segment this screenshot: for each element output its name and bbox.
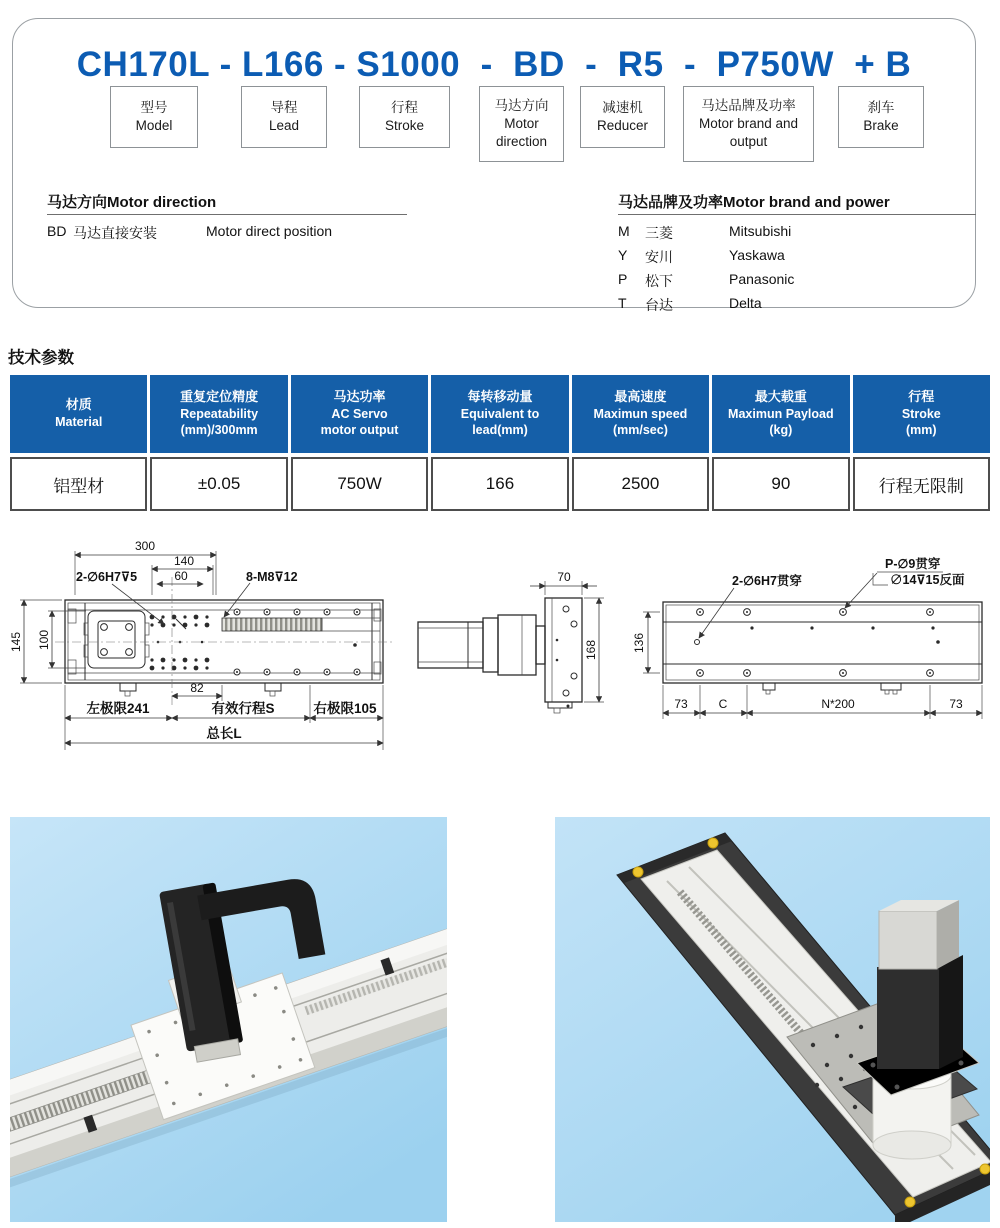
technical-drawing-bottom-view: [605, 525, 990, 770]
value-motor-output: 750W: [291, 457, 428, 511]
bottom-view-holes: [695, 609, 940, 677]
brand-row-panasonic: P 松下 Panasonic: [618, 271, 795, 289]
dim-168: 168: [584, 639, 598, 661]
header-cell-stroke: 行程 Stroke (mm): [853, 375, 990, 453]
header-cell-lead-equivalent: 每转移动量 Equivalent to lead(mm): [431, 375, 568, 453]
segment-box-reducer: 减速机 Reducer: [580, 86, 665, 148]
dim-left-limit: 左极限241: [86, 701, 150, 716]
brand-row-mitsubishi: M 三菱 Mitsubishi: [618, 223, 792, 241]
value-repeatability: ±0.05: [150, 457, 287, 511]
segment-box-brake: 刹车 Brake: [838, 86, 924, 148]
dim-140: 140: [173, 554, 195, 568]
technical-drawing-top-view: [0, 525, 400, 770]
motor-direction-heading: 马达方向Motor direction: [47, 194, 217, 211]
segment-box-lead: 导程 Lead: [241, 86, 327, 148]
model-code-panel: [12, 18, 976, 313]
header-cell-max-speed: 最高速度 Maximun speed (mm/sec): [572, 375, 709, 453]
segment-box-model: 型号 Model: [110, 86, 198, 148]
segment-box-stroke: 行程 Stroke: [359, 86, 450, 148]
specs-table-header: [10, 375, 990, 453]
product-photo-left: [10, 817, 447, 1222]
dim-136: 136: [632, 632, 646, 654]
motor-brand-rule: [618, 214, 976, 215]
note-6h7-through: 2-∅6H7贯穿: [732, 574, 802, 588]
product-photo-right: [555, 817, 990, 1222]
brand-row-yaskawa: Y 安川 Yaskawa: [618, 247, 785, 265]
specs-table: [10, 375, 990, 511]
value-stroke: 行程无限制: [853, 457, 990, 511]
header-cell-repeatability: 重复定位精度 Repeatability (mm)/300mm: [150, 375, 287, 453]
dim-82: 82: [190, 681, 204, 695]
value-material: 铝型材: [10, 457, 147, 511]
carriage-holes: [150, 615, 210, 671]
dim-70: 70: [557, 570, 571, 584]
segment-box-motor-direction: 马达方向 Motor direction: [479, 86, 564, 162]
note-p9-through: P-∅9贯穿: [885, 557, 941, 571]
dim-c: C: [718, 697, 728, 711]
header-cell-max-payload: 最大载重 Maximun Payload (kg): [712, 375, 849, 453]
specs-section-title: 技术参数: [8, 349, 74, 367]
motor-direction-rule: [47, 214, 407, 215]
dim-n200: N*200: [821, 697, 855, 711]
dim-145: 145: [9, 631, 23, 653]
motor-direction-desc-en: Motor direct position: [206, 223, 333, 239]
segment-box-brand-output: 马达品牌及功率 Motor brand and output: [683, 86, 814, 162]
hole-note-m8: 8-M8⊽12: [246, 570, 298, 584]
motor-direction-desc-cn: 马达直接安装: [73, 225, 157, 241]
motor-direction-row: [47, 223, 427, 241]
motor-brand-heading: 马达品牌及功率Motor brand and power: [618, 194, 890, 211]
value-max-speed: 2500: [572, 457, 709, 511]
dim-60: 60: [174, 569, 188, 583]
value-max-payload: 90: [712, 457, 849, 511]
brand-row-delta: T 台达 Delta: [618, 295, 762, 313]
motor-direction-code: BD: [47, 223, 67, 239]
dim-effective-stroke: 有效行程S: [211, 701, 275, 716]
technical-drawing-side-view: [410, 525, 630, 770]
note-14-counterbore: ∅14⊽15反面: [890, 573, 965, 587]
dim-total-length: 总长L: [206, 726, 242, 741]
dim-100: 100: [37, 629, 51, 651]
rack-strip: [222, 618, 322, 631]
header-cell-motor-output: 马达功率 AC Servo motor output: [291, 375, 428, 453]
specs-table-values: [10, 457, 990, 511]
hole-note-6h7: 2-∅6H7⊽5: [76, 570, 138, 584]
dim-300: 300: [134, 539, 156, 553]
dim-right-limit: 右极限105: [313, 701, 377, 716]
header-cell-material: 材质 Material: [10, 375, 147, 453]
value-lead: 166: [431, 457, 568, 511]
dim-73-right: 73: [949, 697, 963, 711]
dim-73-left: 73: [674, 697, 688, 711]
model-code-title: CH170L - L166 - S1000 - BD - R5 - P750W + B: [76, 45, 912, 84]
